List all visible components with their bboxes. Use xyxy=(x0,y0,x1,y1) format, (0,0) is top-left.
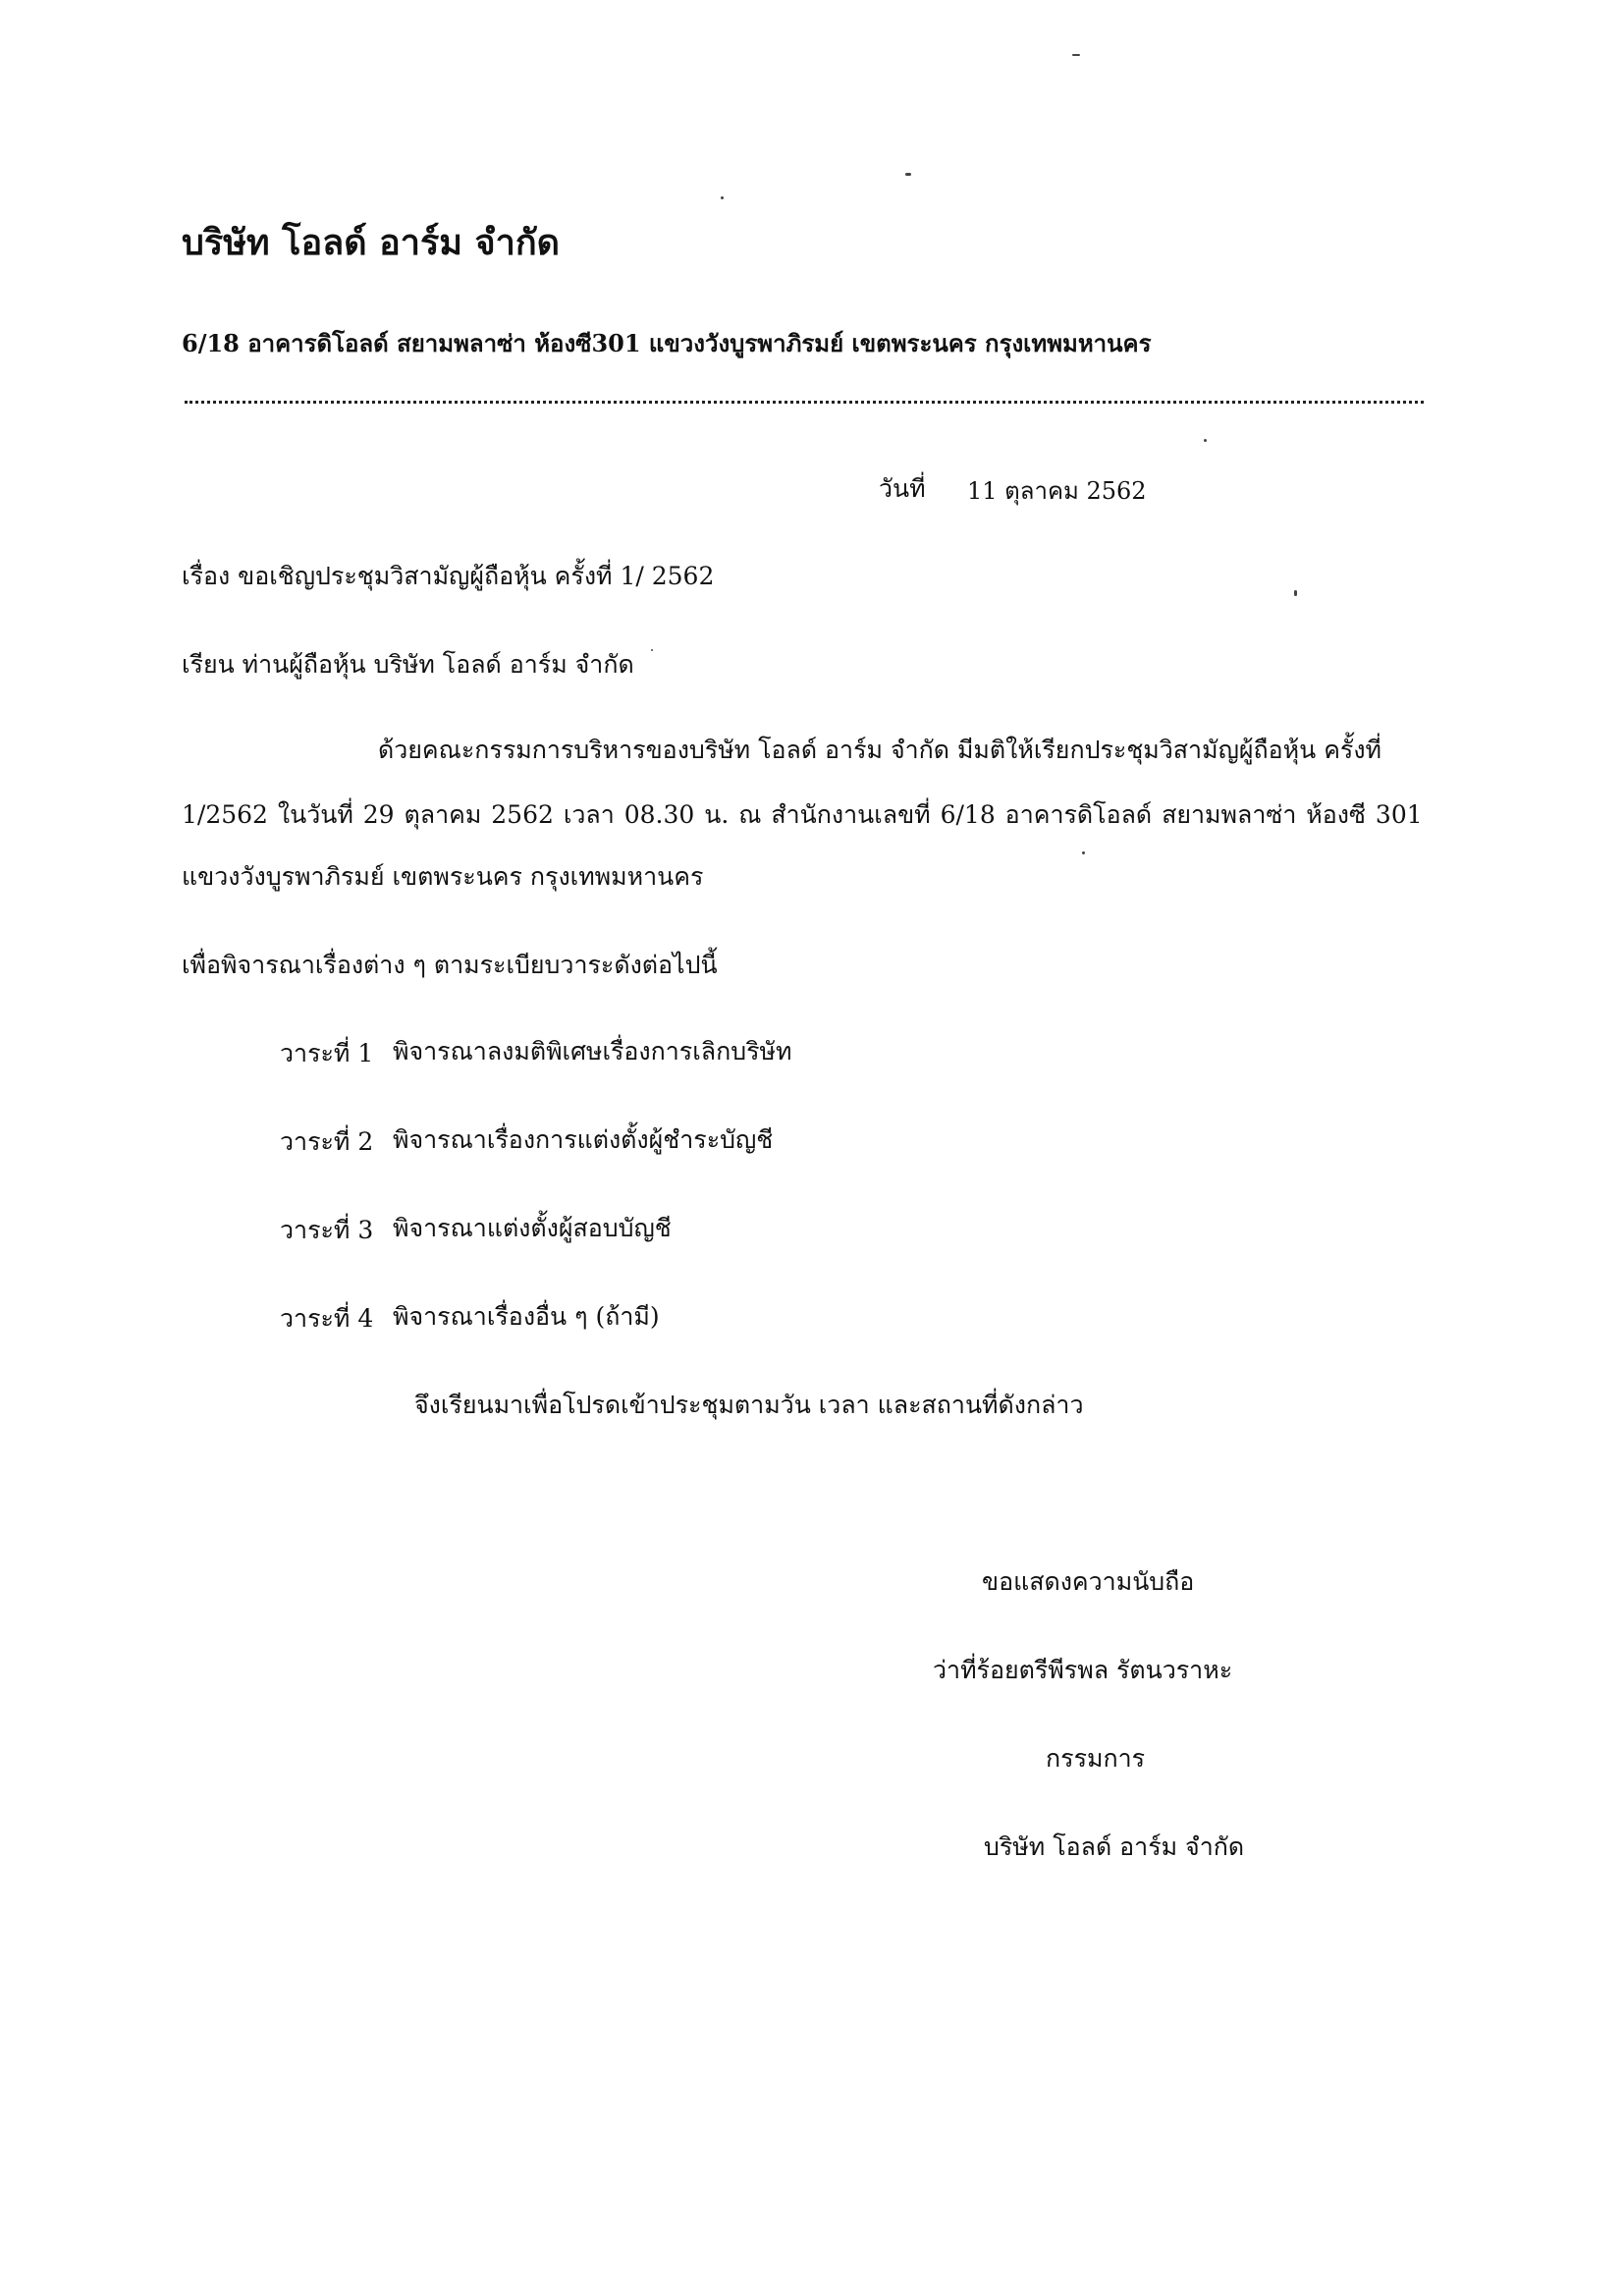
signature-company: บริษัท โอลด์ อาร์ม จำกัด xyxy=(984,1832,1245,1861)
signature-name: ว่าที่ร้อยตรีพีรพล รัตนวราหะ xyxy=(933,1656,1233,1684)
dotted-divider xyxy=(185,401,1424,404)
agenda-intro: เพื่อพิจารณาเรื่องต่าง ๆ ตามระเบียบวาระดังต่อไปนี้ xyxy=(182,951,718,979)
agenda-item-4-number: วาระที่ 4 xyxy=(280,1304,374,1333)
agenda-item-1-text: พิจารณาลงมติพิเศษเรื่องการเลิกบริษัท xyxy=(393,1037,792,1066)
body-line-2: 1/2562 ในวันที่ 29 ตุลาคม 2562 เวลา 08.30 น. ณ สำนักงานเลขที่ 6/18 อาคารดิโอลด์ สยามพลาซ่า ห้องซี 301 xyxy=(182,800,1423,829)
agenda-item-4-text: พิจารณาเรื่องอื่น ๆ (ถ้ามี) xyxy=(393,1302,660,1331)
body-line-3: แขวงวังบูรพาภิรมย์ เขตพระนคร กรุงเทพมหานคร xyxy=(182,862,704,891)
scan-speck xyxy=(1204,439,1207,442)
scan-speck xyxy=(1072,54,1080,56)
agenda-item-1-number: วาระที่ 1 xyxy=(280,1039,374,1067)
body-line-1: ด้วยคณะกรรมการบริหารของบริษัท โอลด์ อาร์ม จำกัด มีมติให้เรียกประชุมวิสามัญผู้ถือหุ้น ครั้งที่ xyxy=(378,736,1382,764)
agenda-item-2-text: พิจารณาเรื่องการแต่งตั้งผู้ชำระบัญชี xyxy=(393,1125,774,1154)
scan-speck xyxy=(1294,590,1297,596)
scan-speck xyxy=(905,173,911,176)
agenda-item-2-number: วาระที่ 2 xyxy=(280,1127,374,1156)
subject-line: เรื่อง ขอเชิญประชุมวิสามัญผู้ถือหุ้น ครั้งที่ 1/ 2562 xyxy=(182,562,715,590)
date-label: วันที่ xyxy=(879,474,926,503)
agenda-item-3-number: วาระที่ 3 xyxy=(280,1216,374,1244)
company-address: 6/18 อาคารดิโอลด์ สยามพลาซ่า ห้องซี301 แขวงวังบูรพาภิรมย์ เขตพระนคร กรุงเทพมหานคร xyxy=(182,329,1152,357)
signature-regards: ขอแสดงความนับถือ xyxy=(982,1567,1195,1596)
company-name: บริษัท โอลด์ อาร์ม จำกัด xyxy=(182,222,561,263)
agenda-item-3-text: พิจารณาแต่งตั้งผู้สอบบัญชี xyxy=(393,1214,672,1242)
scan-speck xyxy=(721,196,724,199)
recipient-line: เรียน ท่านผู้ถือหุ้น บริษัท โอลด์ อาร์ม จำกัด xyxy=(182,650,634,679)
scan-speck xyxy=(651,649,653,651)
date-value: 11 ตุลาคม 2562 xyxy=(967,477,1147,505)
closing-line: จึงเรียนมาเพื่อโปรดเข้าประชุมตามวัน เวลา และสถานที่ดังกล่าว xyxy=(414,1391,1084,1419)
scan-speck xyxy=(1082,851,1085,854)
signature-title: กรรมการ xyxy=(1046,1744,1146,1773)
